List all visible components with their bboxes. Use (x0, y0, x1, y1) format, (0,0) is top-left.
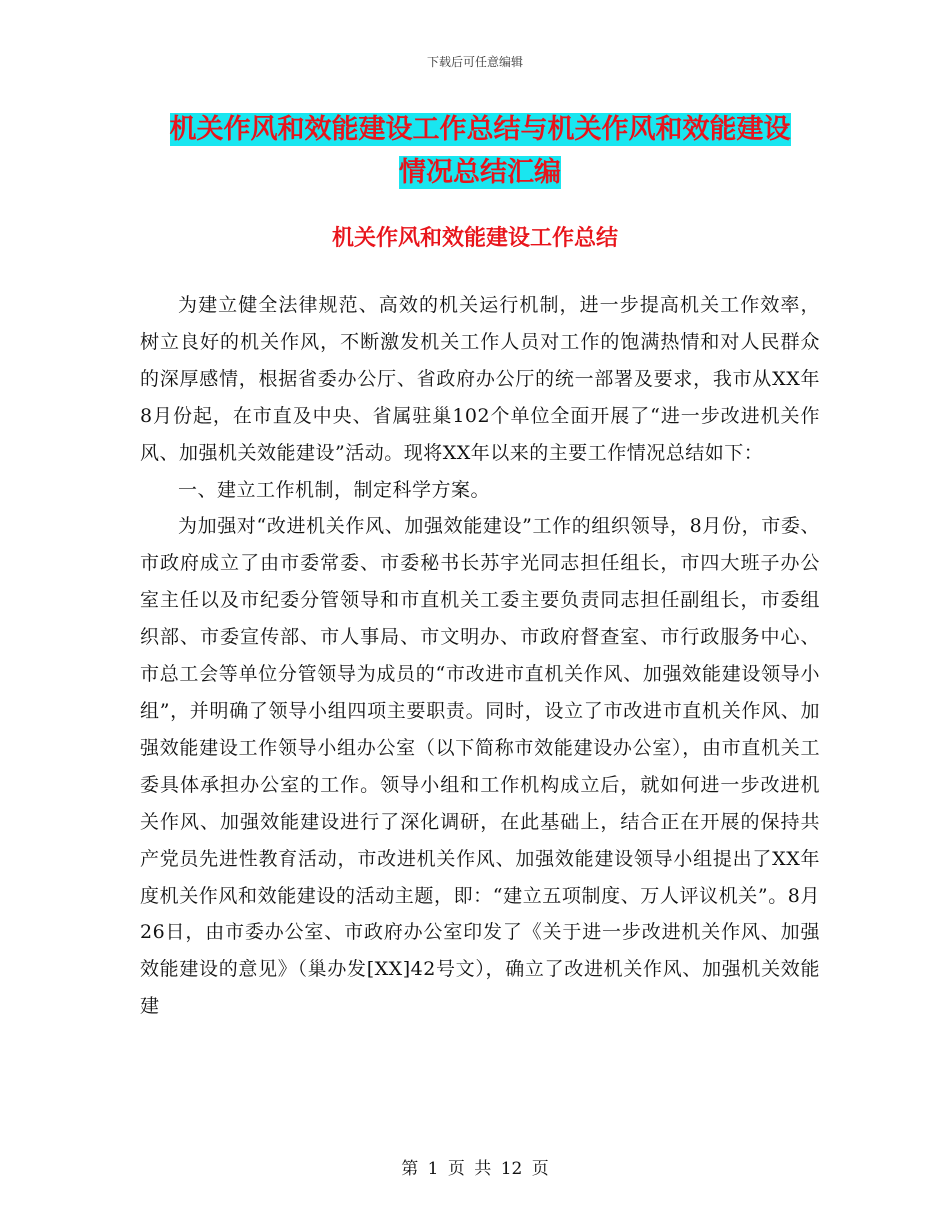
main-title-line-2: 情况总结汇编 (399, 157, 561, 188)
paragraph-heading-1: 一、建立工作机制，制定科学方案。 (178, 478, 491, 501)
section-title: 机关作风和效能建设工作总结 (331, 226, 618, 251)
document-body (140, 287, 820, 1025)
page-number: 第 1 页 共 12 页 (401, 1159, 549, 1179)
document-main-title (140, 108, 820, 194)
header-note: 下载后可任意编辑 (426, 55, 523, 69)
paragraph-intro: 为建立健全法律规范、高效的机关运行机制，进一步提高机关工作效率，树立良好的机关作风，不断激发机关工作人员对工作的饱满热情和对人民群众的深厚感情，根据省委办公厅、省政府办公厅的统一部署及要求，我市从XX年8月份起，在市直及中央、省属驻巢102个单位全面开展了“进一步改进机关作风、加强机关效能建设”活动。现将XX年以来的主要工作情况总结如下： (140, 294, 820, 464)
paragraph-mechanism: 为加强对“改进机关作风、加强效能建设”工作的组织领导，8月份，市委、市政府成立了由市委常委、市委秘书长苏宇光同志担任组长，市四大班子办公室主任以及市纪委分管领导和市直机关工委主要负责同志担任副组长，市委组织部、市委宣传部、市人事局、市文明办、市政府督查室、市行政服务中心、市总工会等单位分管领导为成员的“市改进市直机关作风、加强效能建设领导小组”，并明确了领导小组四项主要职责。同时，设立了市改进市直机关作风、加强效能建设工作领导小组办公室（以下简称市效能建设办公室），由市直机关工委具体承担办公室的工作。领导小组和工作机构成立后，就如何进一步改进机关作风、加强效能建设进行了深化调研，在此基础上，结合正在开展的保持共产党员先进性教育活动，市改进机关作风、加强效能建设领导小组提出了XX年度机关作风和效能建设的活动主题，即：“建立五项制度、万人评议机关”。8月26日，由市委办公室、市政府办公室印发了《关于进一步改进机关作风、加强效能建设的意见》（巢办发[XX]42号文），确立了改进机关作风、加强机关效能建 (140, 515, 820, 1018)
main-title-line-1: 机关作风和效能建设工作总结与机关作风和效能建设 (169, 114, 791, 145)
